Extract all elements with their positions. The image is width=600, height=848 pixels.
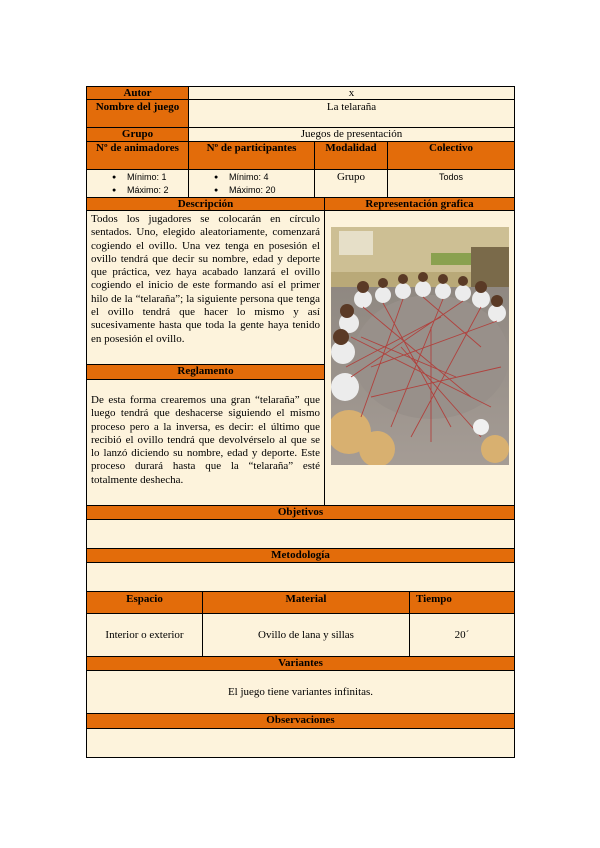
author-value: x (189, 87, 514, 99)
objectives-row (86, 506, 515, 520)
methodology-label: Metodología (87, 549, 514, 562)
objectives-content (87, 520, 514, 548)
animators-max: ● Máximo: 2 (87, 184, 188, 197)
header-row (86, 142, 515, 170)
game-sheet-table (86, 86, 515, 758)
group-row (86, 128, 515, 142)
description-body-row (86, 211, 515, 506)
methodology-row (86, 549, 515, 563)
space-label: Espacio (87, 592, 203, 613)
objectives-body (86, 520, 515, 549)
variants-row (86, 657, 515, 671)
variants-body (86, 671, 515, 714)
resources-values-row (86, 614, 515, 657)
representation-cell (325, 211, 514, 505)
material-label: Material (203, 592, 410, 613)
game-name-value: La telaraña (189, 100, 514, 127)
objectives-label: Objetivos (87, 506, 514, 519)
game-name-row (86, 100, 515, 128)
space-value: Interior o exterior (87, 614, 203, 656)
resources-header-row (86, 592, 515, 614)
group-label: Grupo (87, 128, 189, 141)
observations-body (86, 729, 515, 758)
observations-content (87, 729, 514, 757)
participants-min: ● Mínimo: 4 (189, 171, 314, 184)
representation-label: Representación grafica (325, 198, 514, 210)
collective-label: Colectivo (388, 142, 514, 169)
observations-label: Observaciones (87, 714, 514, 728)
description-header-row (86, 198, 515, 211)
variants-label: Variantes (87, 657, 514, 670)
num-animators-label: Nº de animadores (87, 142, 189, 169)
rules-block (87, 380, 324, 505)
methodology-content (87, 563, 514, 591)
animators-list (87, 170, 189, 197)
game-name-label: Nombre del juego (87, 100, 189, 127)
modality-label: Modalidad (315, 142, 388, 169)
rules-text: De esta forma crearemos una gran “telaraña” que luego tendrá que deshacerse siguiendo el mismo proceso pero a la inversa, es decir: el último que recibió el ovillo tendrá que devolvérselo al que se lo lanzó diciendo su nombre, edad y deporte. Este proceso durará hasta que la “telaraña” esté totalmente deshecha. (91, 394, 320, 486)
group-type-value: Grupo (315, 170, 388, 197)
group-value: Juegos de presentación (189, 128, 514, 141)
num-participants-label: Nº de participantes (189, 142, 315, 169)
author-label: Autor (87, 87, 189, 99)
author-row (86, 86, 515, 100)
collective-value: Todos (388, 170, 514, 197)
variants-value: El juego tiene variantes infinitas. (87, 671, 514, 713)
description-column (87, 211, 325, 505)
children-circle-photo (331, 227, 509, 465)
time-value: 20´ (410, 614, 514, 656)
description-text: Todos los jugadores se colocarán en círculo sentados. Uno, elegido aleatoriamente, comenzará cogiendo el ovillo. Una vez tenga en posesión el ovillo tendrá que decir su nombre, edad y deporte que práctica, vez haya acabado lanzará el ovillo cogiendo el inicio de este formando así el primer hilo de la “telaraña”; la siguiente persona que tenga el ovillo tendrá que hacer lo mismo y así sucesivamente hasta que toda la gente haya tenido en posesión el ovillo. (91, 213, 320, 345)
rules-label: Reglamento (87, 364, 324, 380)
methodology-body (86, 563, 515, 592)
values-row (86, 170, 515, 198)
participants-list (189, 170, 315, 197)
participants-max: ● Máximo: 20 (189, 184, 314, 197)
time-label: Tiempo (410, 592, 514, 613)
description-block (87, 211, 324, 364)
material-value: Ovillo de lana y sillas (203, 614, 410, 656)
observations-row (86, 714, 515, 729)
description-label: Descripción (87, 198, 325, 210)
animators-min: ● Mínimo: 1 (87, 171, 188, 184)
